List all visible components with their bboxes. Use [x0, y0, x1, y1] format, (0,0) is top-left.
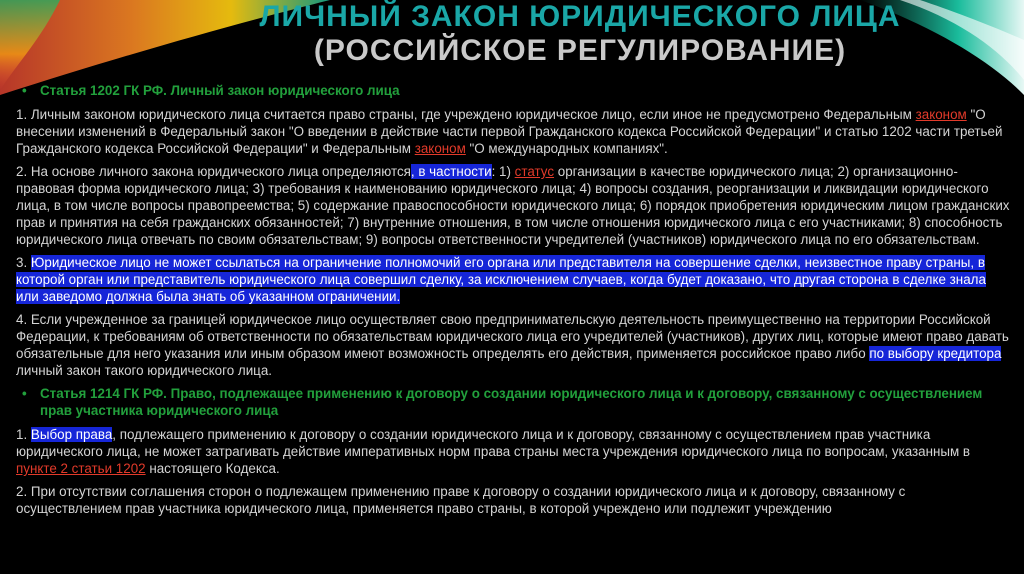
p5-text-a: 1. [16, 427, 31, 442]
paragraph-6 [16, 483, 1012, 517]
title-line-2: (РОССИЙСКОЕ РЕГУЛИРОВАНИЕ) [313, 34, 847, 67]
article-1202-link[interactable]: пункте 2 статьи 1202 [16, 461, 146, 476]
p4-text-a: 4. Если учрежденное за границей юридическое лицо осуществляет свою предпринимательскую деятельность преимущественно на территории Российской Федерации, к требованиям об ответственности по обязательствам юридического лица его учредителей (участников), других лиц, которые имеют право давать обязательные для него указания или иным образом имеют возможность определять его действия, применяется российское право либо [16, 312, 1009, 361]
paragraph-1 [16, 106, 1012, 157]
p2-text-c: организации в качестве юридического лица; 2) организационно-правовая форма юридического лица; 3) требования к наименованию юридического лица; 4) вопросы создания, реорганизации и ликвидации юридического лица, в том числе вопросы правопреемства; 5) содержание правоспособности юридического лица; 6) порядок приобретения юридическим лицом гражданских прав и принятия на себя гражданских обязанностей; 7) внутренние отношения, в том числе отношения юридического лица с его участниками; 8) способность юридического лица отвечать по своим обязательствам; 9) вопросы ответственности учредителей (участников) юридического лица по его обязательствам. [16, 164, 1010, 247]
p2-text-a: 2. На основе личного закона юридического лица определяются [16, 164, 411, 179]
article-1214-heading [16, 385, 1012, 419]
title-line-1: ЛИЧНЫЙ ЗАКОН ЮРИДИЧЕСКОГО ЛИЦА [259, 0, 901, 33]
law-link-1[interactable]: законом [915, 107, 967, 122]
highlight-paragraph-3: Юридическое лицо не может ссылаться на ограничение полномочий его органа или представителя на совершение сделки, неизвестное праву страны, в которой орган или представитель юридического лица совершил сделку, за исключением случаев, когда будет доказано, что другая сторона в сделке знала или заведомо должна была знать об указанном ограничении. [16, 255, 986, 304]
bullet-dot-icon: • [22, 83, 27, 98]
slide-content [16, 82, 1012, 523]
highlight-in-particular: , в частности [410, 164, 492, 179]
bullet-dot-icon: • [22, 386, 27, 401]
law-link-2[interactable]: законом [414, 141, 466, 156]
highlight-creditor-choice: по выбору кредитора [869, 346, 1002, 361]
slide-title [200, 0, 960, 68]
p6-text-a: 2. При отсутствии соглашения сторон о подлежащем применению праве к договору о создании юридического лица и к договору, связанному с осуществлением прав участника юридического лица, применяется право страны, в которой учреждено или подлежит учреждению [16, 484, 906, 516]
p4-text-b: личный закон такого юридического лица. [16, 363, 273, 378]
p1-text-c: "О международных компаниях". [465, 141, 668, 156]
p2-text-b: : 1) [491, 164, 515, 179]
paragraph-2 [16, 163, 1012, 248]
bullet-2-text: Статья 1214 ГК РФ. Право, подлежащее применению к договору о создании юридического лица и к договору, связанному с осуществлением прав участника юридического лица [40, 386, 983, 418]
p5-text-b: , подлежащего применению к договору о создании юридического лица и к договору, связанному с осуществлением прав участника юридического лица, не может затрагивать действие императивных норм права страны места учреждения юридического лица по вопросам, указанным в [16, 427, 971, 459]
p1-text-a: 1. Личным законом юридического лица считается право страны, где учреждено юридическое лицо, если иное не предусмотрено Федеральным [16, 107, 916, 122]
highlight-choice-of-law: Выбор права [30, 427, 113, 442]
paragraph-5 [16, 426, 1012, 477]
paragraph-4 [16, 311, 1012, 379]
p5-text-c: настоящего Кодекса. [145, 461, 280, 476]
p3-text-a: 3. [16, 255, 31, 270]
article-1202-heading [16, 82, 1012, 99]
status-link[interactable]: статус [514, 164, 555, 179]
paragraph-3 [16, 254, 1012, 305]
p1-text-b: "О внесении изменений в Федеральный закон "О введении в действие части первой Гражданского кодекса Российской Федерации" и статью 1202 части третьей Гражданского кодекса Российской Федерации" и Федеральным [16, 107, 1003, 156]
bullet-1-text: Статья 1202 ГК РФ. Личный закон юридического лица [40, 83, 400, 98]
